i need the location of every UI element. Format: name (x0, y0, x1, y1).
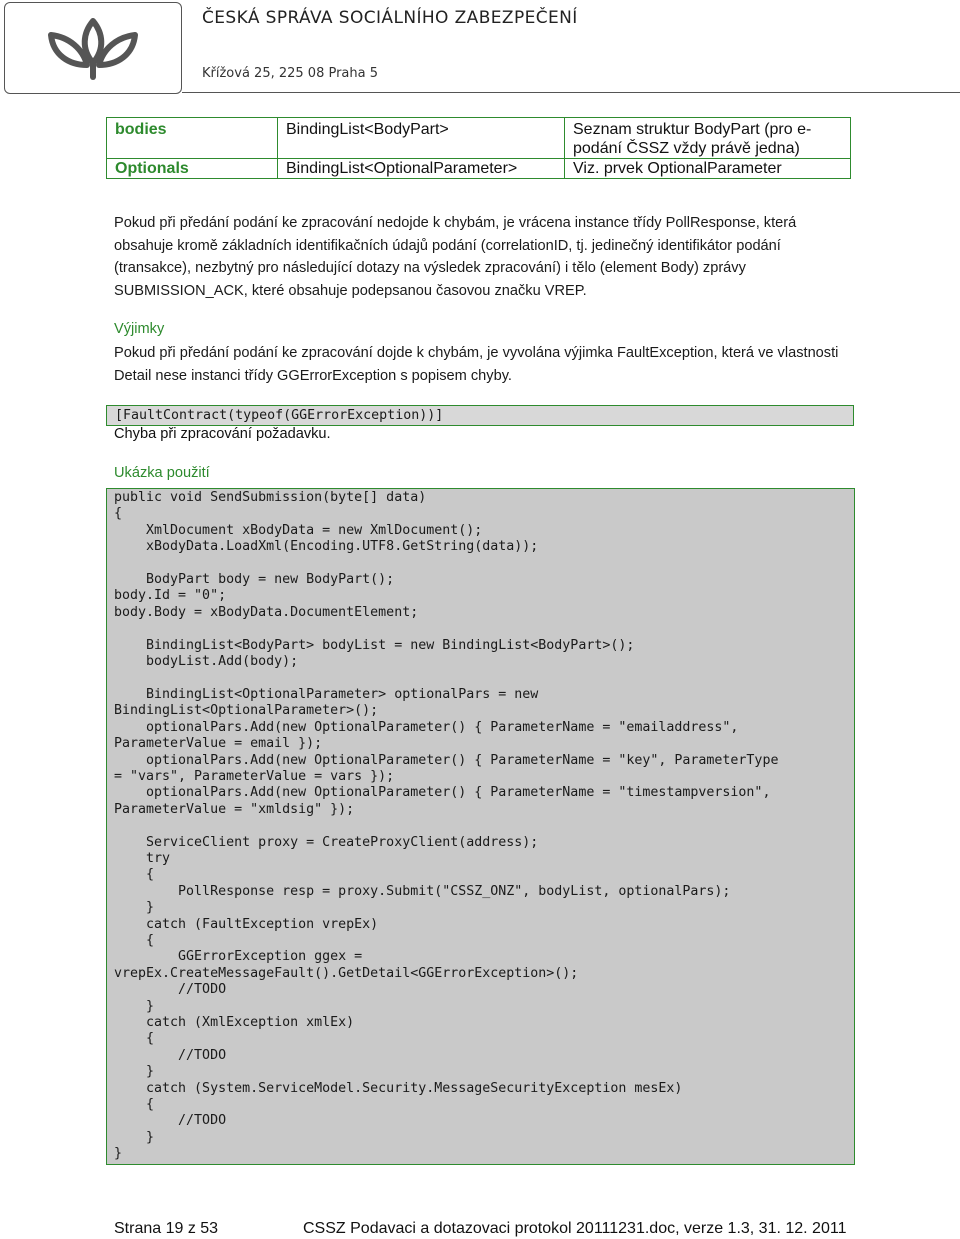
table-row (107, 159, 851, 179)
param-name: Optionals (107, 159, 278, 179)
param-description: Seznam struktur BodyPart (pro e-podání ČSSZ vždy právě jedna) (565, 118, 851, 159)
param-description: Viz. prvek OptionalParameter (565, 159, 851, 179)
param-name: bodies (107, 118, 278, 159)
parameter-table (106, 117, 851, 179)
footer-document-info: CSSZ Podavaci a dotazovaci protokol 20111231.doc, verze 1.3, 31. 12. 2011 (303, 1220, 847, 1237)
fault-contract-caption: Chyba při zpracování požadavku. (114, 426, 331, 442)
param-type: BindingList<BodyPart> (278, 118, 565, 159)
tulip-logo-icon (43, 15, 143, 81)
fault-contract-code: [FaultContract(typeof(GGErrorException))] (106, 405, 854, 426)
code-example-block (106, 488, 855, 1165)
exceptions-heading: Výjimky (114, 321, 165, 337)
logo-frame (4, 2, 182, 94)
footer-page-number: Strana 19 z 53 (114, 1220, 219, 1237)
exceptions-paragraph: Pokud při předání podání ke zpracování dojde k chybám, je vyvolána výjimka FaultException, která ve vlastnosti Detail nese instanci třídy GGErrorException s popisem chyby. (114, 345, 839, 384)
param-type: BindingList<OptionalParameter> (278, 159, 565, 179)
organization-name: ČESKÁ SPRÁVA SOCIÁLNÍHO ZABEZPEČENÍ (202, 8, 578, 28)
result-paragraph: Pokud při předání podání ke zpracování nedojde k chybám, je vrácena instance třídy PollResponse, která obsahuje kromě základních identifikačních údajů podání (correlationID, tj. jedinečný identifikátor podání (transakce), nezbytný pro následující dotazy na výsledek zpracování) i tělo (element Body) zprávy SUBMISSION_ACK, které obsahuje podepsanou časovou značku VREP. (114, 215, 797, 299)
code-example-text: public void SendSubmission(byte[] data) { XmlDocument xBodyData = new XmlDocument(); xBodyData.LoadXml(Encoding.UTF8.GetString(data)); BodyPart body = new BodyPart(); body.Id = "0"; body.Body = xBodyData.DocumentElement; BindingList<BodyPart> bodyList = new BindingList<BodyPart>(); bodyList.Add(body); BindingList<OptionalParameter> optionalPars = new BindingList<OptionalParameter>(); optionalPars.Add(new OptionalParameter() { ParameterName = "emailaddress", ParameterValue = email }); optionalPars.Add(new OptionalParameter() { ParameterName = "key", ParameterType = "vars", ParameterValue = vars }); optionalPars.Add(new OptionalParameter() { ParameterName = "timestampversion", ParameterValue = "xmldsig" }); ServiceClient proxy = CreateProxyClient(address); try { PollResponse resp = proxy.Submit("CSSZ_ONZ", bodyList, optionalPars); } catch (FaultException vrepEx) { GGErrorException ggex = vrepEx.CreateMessageFault().GetDetail<GGErrorException>(); //TODO } catch (XmlException xmlEx) { //TODO } catch (System.ServiceModel.Security.MessageSecurityException mesEx) { //TODO } } (114, 490, 779, 1162)
table-row (107, 118, 851, 159)
example-heading: Ukázka použití (114, 465, 210, 481)
organization-address: Křížová 25, 225 08 Praha 5 (202, 66, 379, 81)
header-divider (182, 92, 960, 93)
